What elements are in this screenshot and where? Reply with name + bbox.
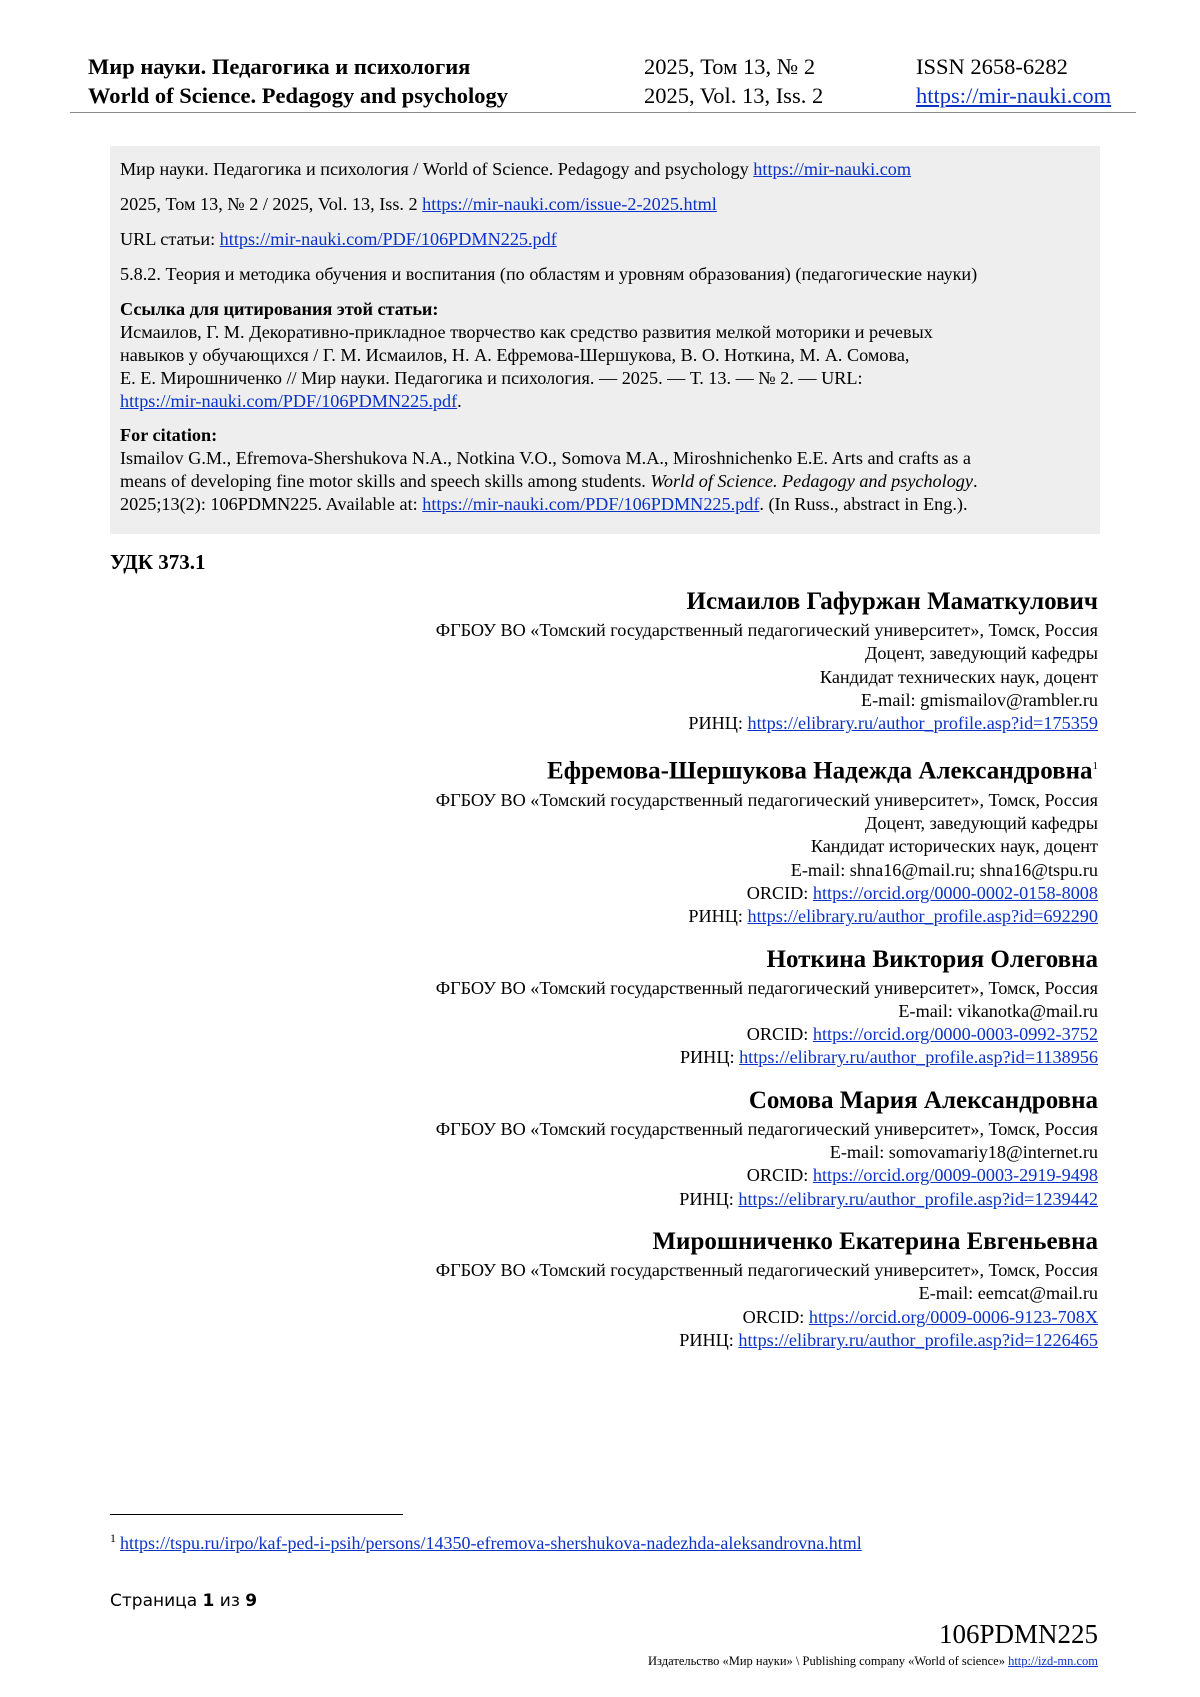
article-url-link[interactable]: https://mir-nauki.com/PDF/106PDMN225.pdf: [219, 229, 557, 249]
author-affiliation: ФГБОУ ВО «Томский государственный педагогический университет», Томск, Россия: [435, 789, 1098, 810]
rinc-label: РИНЦ:: [679, 1188, 739, 1209]
citation-ru-line3: Е. Е. Мирошниченко // Мир науки. Педагогика и психология. — 2025. — Т. 13. — № 2. — URL:: [120, 368, 863, 388]
article-info-box: [110, 146, 1100, 534]
author-name: Исмаилов Гафуржан Маматкулович: [686, 588, 1098, 615]
page-total: 9: [245, 1591, 258, 1611]
issue-en: 2025, Vol. 13, Iss. 2: [644, 83, 824, 108]
author-orcid: [198, 1164, 1098, 1187]
footnote-mark: 1: [1092, 760, 1098, 773]
citation-en-line1: Ismailov G.M., Efremova-Shershukova N.A., Notkina V.O., Somova M.A., Miroshnichenko E.E. Arts and crafts as a: [120, 448, 971, 468]
url-line: [120, 228, 1090, 251]
author-affiliation: ФГБОУ ВО «Томский государственный педагогический университет», Томск, Россия: [435, 1259, 1098, 1280]
page-of: из: [214, 1591, 246, 1611]
issue-ru: 2025, Том 13, № 2: [644, 54, 816, 79]
author-name: Мирошниченко Екатерина Евгеньевна: [652, 1227, 1098, 1255]
rinc-label: РИНЦ:: [679, 1047, 740, 1068]
citation-en-line3-text: 2025;13(2): 106PDMN225. Available at:: [120, 494, 423, 514]
author-name: Ноткина Виктория Олеговна: [766, 945, 1098, 973]
rinc-label: РИНЦ:: [688, 713, 748, 734]
citation-en: [120, 424, 1090, 516]
issn-info: [916, 52, 1111, 110]
issue-line-text: 2025, Том 13, № 2 / 2025, Vol. 13, Iss. 2: [120, 194, 423, 214]
udk-code: УДК 373.1: [110, 550, 206, 574]
author-rinc: [198, 1329, 1098, 1352]
citation-ru-end: .: [457, 391, 462, 411]
author-rinc: [198, 1188, 1098, 1211]
orcid-link[interactable]: https://orcid.org/0009-0003-2919-9498: [812, 1165, 1098, 1186]
citation-ru: [120, 298, 1090, 413]
orcid-link[interactable]: https://orcid.org/0000-0003-0992-3752: [812, 1024, 1098, 1045]
author-email: E-mail: somovamariy18@internet.ru: [829, 1142, 1098, 1163]
citation-en-link[interactable]: https://mir-nauki.com/PDF/106PDMN225.pdf: [422, 494, 760, 514]
page-label: Страница: [110, 1591, 203, 1611]
speciality-line: 5.8.2. Теория и методика обучения и воспитания (по областям и уровням образования) (педагогические науки): [120, 264, 978, 284]
publisher-link[interactable]: http://izd-mn.com: [1008, 1654, 1098, 1668]
orcid-label: ORCID:: [742, 1306, 809, 1327]
author-email: E-mail: eemcat@mail.ru: [918, 1283, 1098, 1304]
orcid-label: ORCID:: [746, 883, 813, 903]
journal-line: [120, 158, 1090, 181]
author-1: [198, 586, 1098, 735]
author-email: E-mail: vikanotka@mail.ru: [898, 1000, 1098, 1021]
author-3: [198, 944, 1098, 1070]
orcid-label: ORCID:: [746, 1024, 813, 1045]
orcid-link[interactable]: https://orcid.org/0000-0002-0158-8008: [812, 883, 1098, 903]
citation-ru-line1: Исмаилов, Г. М. Декоративно-прикладное творчество как средство развития мелкой моторики и речевых: [120, 322, 933, 342]
author-name: Сомова Мария Александровна: [748, 1086, 1098, 1114]
author-affiliation: ФГБОУ ВО «Томский государственный педагогический университет», Томск, Россия: [435, 620, 1098, 640]
page-current: 1: [202, 1591, 215, 1611]
rinc-link[interactable]: https://elibrary.ru/author_profile.asp?id=1138956: [739, 1047, 1098, 1068]
citation-ru-title: Ссылка для цитирования этой статьи:: [120, 299, 439, 319]
journal-title-ru: Мир науки. Педагогика и психология: [88, 54, 471, 79]
author-name-block: [198, 750, 1098, 787]
article-code: 106PDMN225: [938, 1619, 1098, 1649]
rinc-link[interactable]: https://elibrary.ru/author_profile.asp?id=692290: [747, 906, 1098, 927]
journal-title: [88, 52, 508, 110]
author-rinc: [198, 1046, 1098, 1069]
citation-en-title: For citation:: [120, 425, 218, 445]
citation-en-line2: [120, 470, 1090, 493]
author-5: [198, 1226, 1098, 1352]
citation-en-line3: [120, 493, 1090, 516]
author-position: Доцент, заведующий кафедры: [864, 643, 1098, 664]
citation-en-line3-end: . (In Russ., abstract in Eng.).: [759, 494, 968, 514]
author-orcid: [198, 1023, 1098, 1046]
author-affiliation: ФГБОУ ВО «Томский государственный педагогический университет», Томск, Россия: [435, 977, 1098, 998]
issn: ISSN 2658-6282: [916, 54, 1068, 79]
author-orcid: [198, 1306, 1098, 1329]
site-link[interactable]: https://mir-nauki.com: [916, 83, 1112, 108]
citation-en-line2-text: means of developing fine motor skills and speech skills among students.: [120, 471, 651, 491]
citation-ru-line4: [120, 390, 1090, 413]
page-number: [110, 1591, 257, 1611]
author-2: [198, 750, 1098, 928]
author-rinc: [198, 905, 1098, 928]
rinc-link[interactable]: https://elibrary.ru/author_profile.asp?id=175359: [747, 713, 1098, 734]
url-line-label: URL статьи:: [120, 229, 220, 249]
rinc-link[interactable]: https://elibrary.ru/author_profile.asp?id=1226465: [738, 1329, 1098, 1350]
header-divider: [70, 112, 1136, 113]
publisher-line: [648, 1654, 1098, 1669]
author-degree: Кандидат исторических наук, доцент: [810, 836, 1098, 857]
author-email: E-mail: shna16@mail.ru; shna16@tspu.ru: [790, 859, 1098, 880]
author-orcid: [198, 882, 1098, 905]
issue-link[interactable]: https://mir-nauki.com/issue-2-2025.html: [422, 194, 717, 214]
author-position: Доцент, заведующий кафедры: [864, 813, 1098, 834]
orcid-link[interactable]: https://orcid.org/0009-0006-9123-708X: [808, 1306, 1098, 1327]
journal-link[interactable]: https://mir-nauki.com: [753, 159, 912, 179]
orcid-label: ORCID:: [746, 1165, 813, 1186]
publisher-text: Издательство «Мир науки» \ Publishing company «World of science»: [648, 1654, 1009, 1668]
rinc-label: РИНЦ:: [679, 1329, 739, 1350]
citation-en-line2-end: .: [972, 471, 978, 491]
rinc-link[interactable]: https://elibrary.ru/author_profile.asp?id=1239442: [738, 1188, 1098, 1209]
author-name: Ефремова-Шершукова Надежда Александровна: [547, 757, 1093, 785]
author-email: E-mail: gmismailov@rambler.ru: [861, 689, 1098, 710]
journal-line-text: Мир науки. Педагогика и психология / World of Science. Pedagogy and psychology: [120, 159, 754, 179]
rinc-label: РИНЦ:: [688, 906, 748, 927]
author-degree: Кандидат технических наук, доцент: [819, 666, 1098, 687]
footnote-number: 1: [110, 1531, 116, 1545]
citation-ru-line2: навыков у обучающихся / Г. М. Исмаилов, Н. А. Ефремова-Шершукова, В. О. Ноткина, М. А. Сомова,: [120, 345, 910, 365]
footnote: [110, 1526, 862, 1555]
footnote-link[interactable]: https://tspu.ru/irpo/kaf-ped-i-psih/persons/14350-efremova-shershukova-nadezhda-aleksandrovna.html: [120, 1533, 862, 1553]
issue-line: [120, 193, 1090, 216]
author-affiliation: ФГБОУ ВО «Томский государственный педагогический университет», Томск, Россия: [435, 1118, 1098, 1139]
journal-title-en: World of Science. Pedagogy and psychology: [88, 83, 509, 108]
author-4: [198, 1085, 1098, 1211]
author-rinc: [198, 712, 1098, 735]
footnote-divider: [110, 1514, 403, 1515]
authors-list: [198, 586, 1098, 1367]
citation-en-journal: World of Science. Pedagogy and psychology: [650, 471, 973, 491]
issue-info: [644, 52, 823, 110]
citation-ru-link[interactable]: https://mir-nauki.com/PDF/106PDMN225.pdf: [120, 391, 458, 411]
